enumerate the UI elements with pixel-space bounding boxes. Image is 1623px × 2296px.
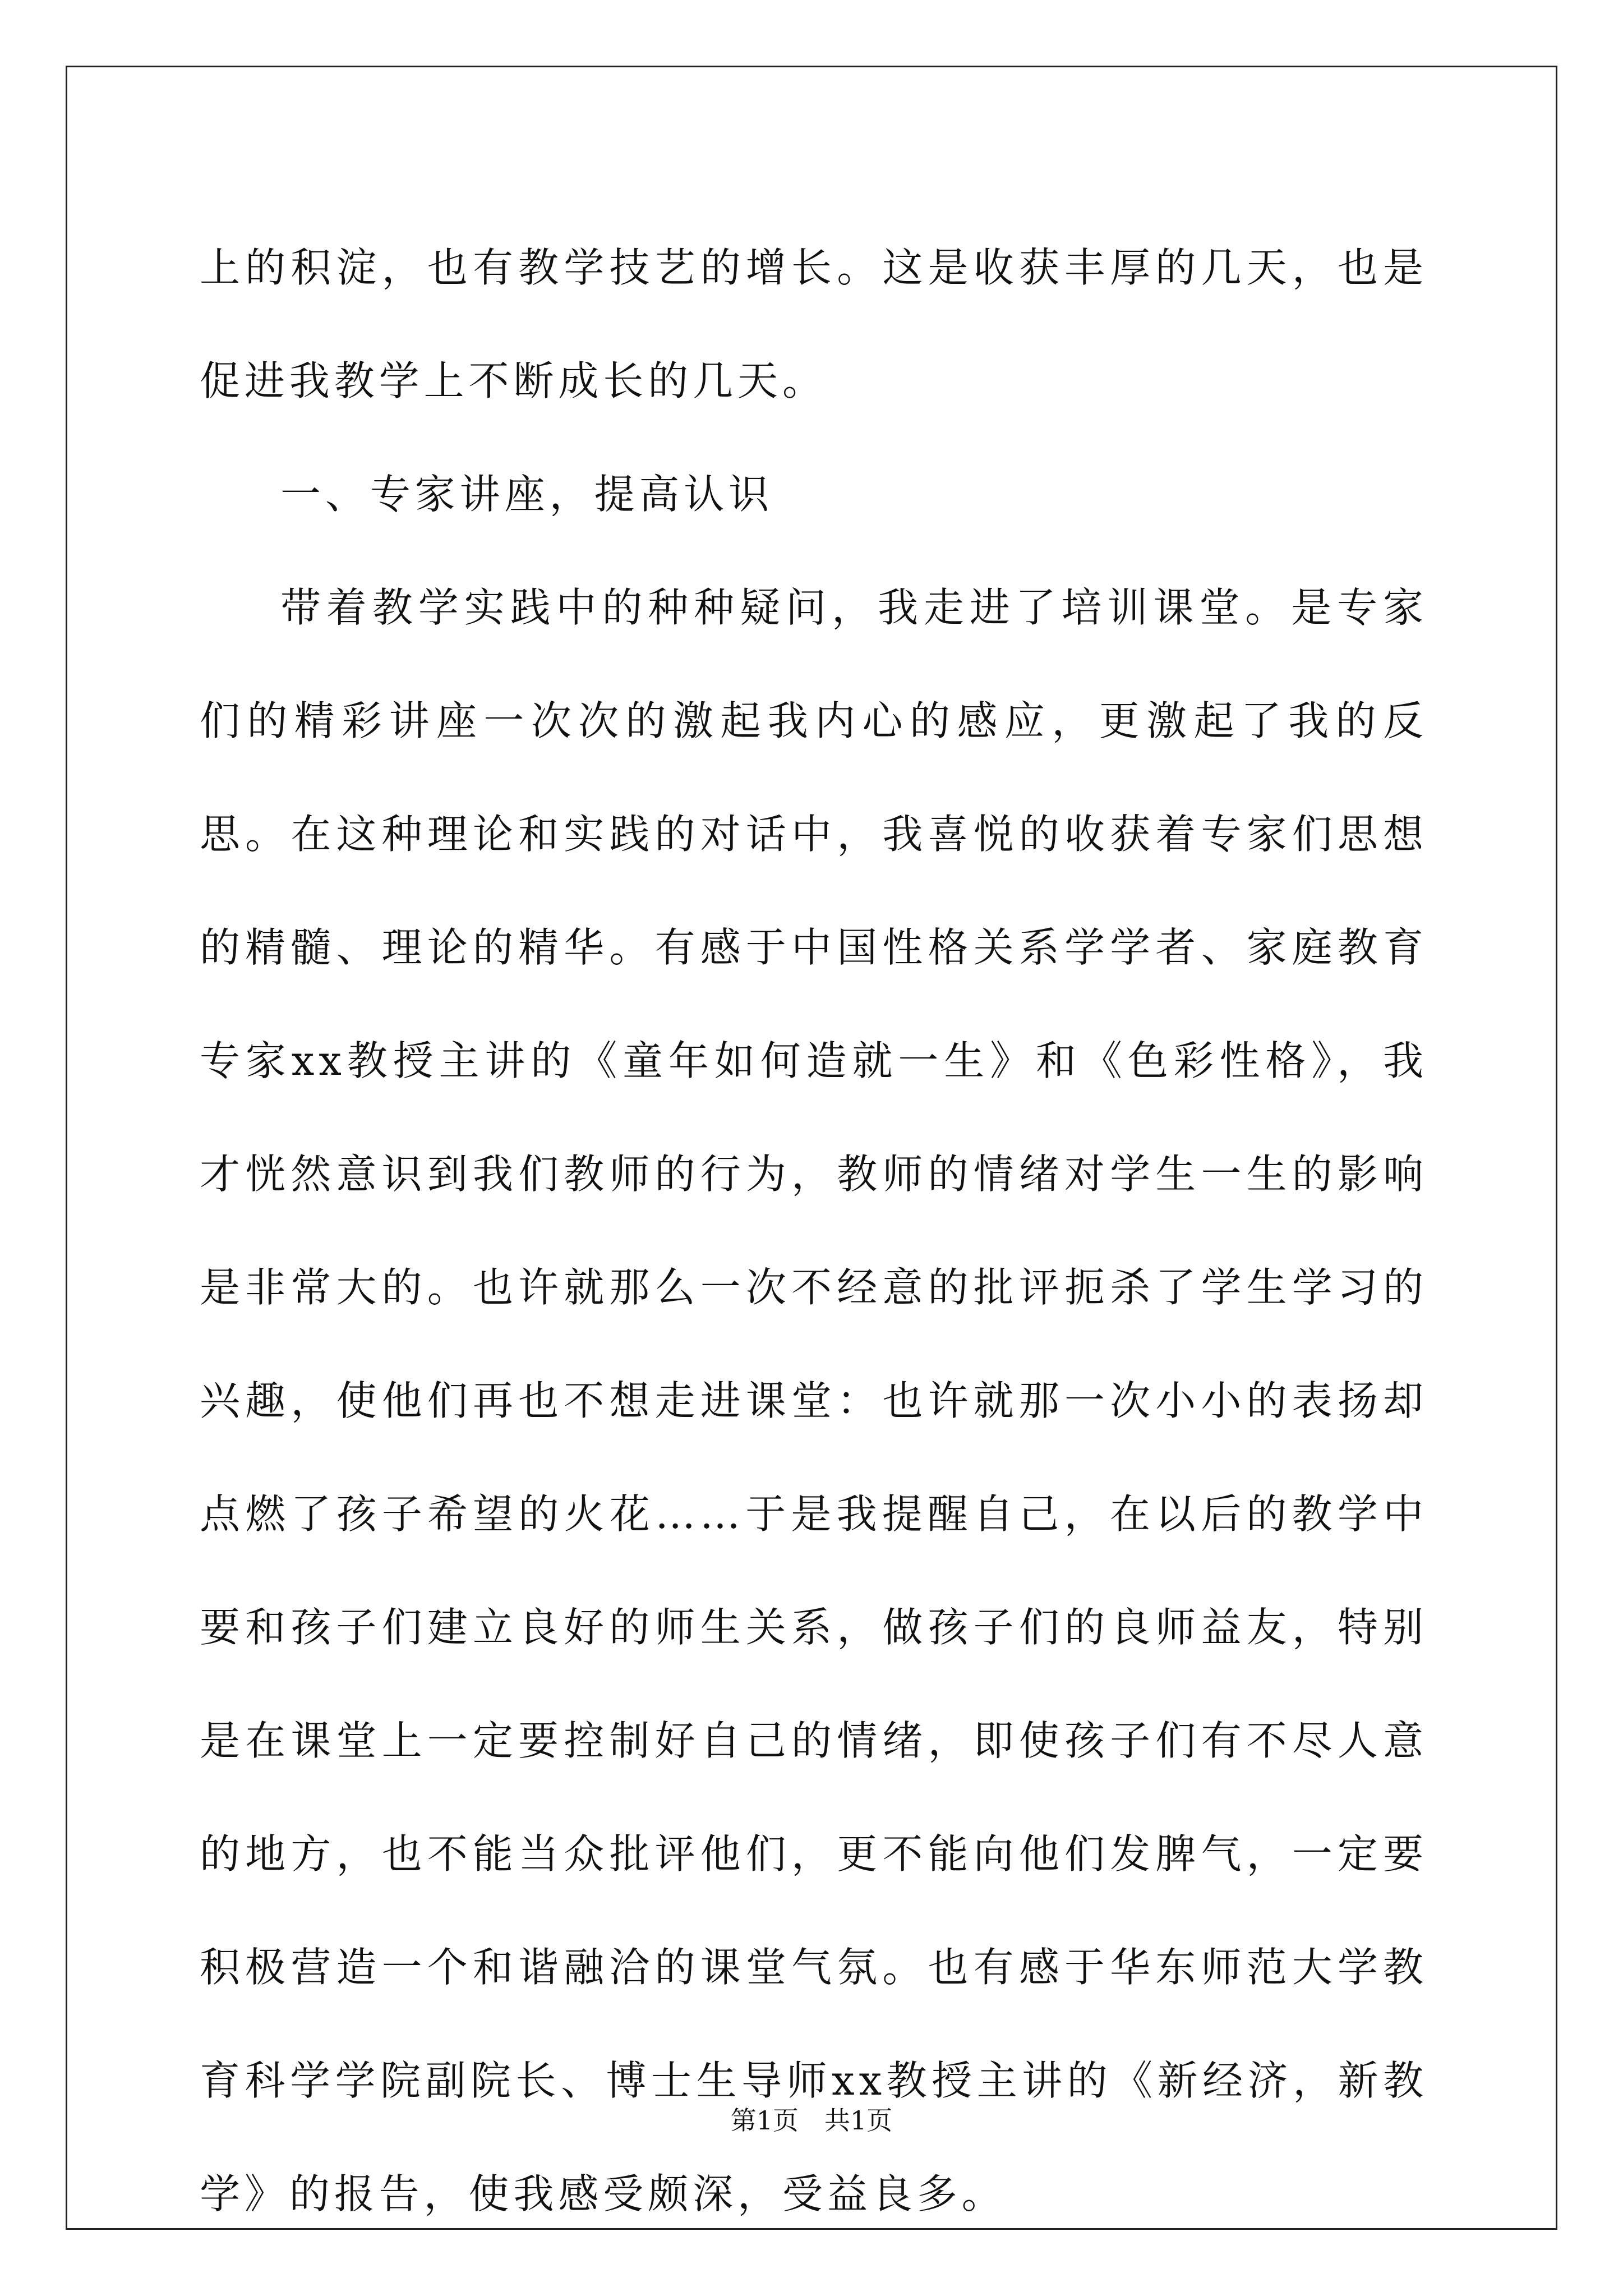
section-heading: 一、专家讲座，提高认识 xyxy=(280,471,774,518)
paragraph-2: 带着教学实践中的种种疑问，我走进了培训课堂。是专家们的精彩讲座一次次的激起我内心的感应，更激起了我的反思。在这种理论和实践的对话中，我喜悦的收获着专家们思想的精髓、理论的精华。有感于中国性格关系学学者、家庭教育专家xx教授主讲的《童年如何造就一生》和《色彩性格》，我才恍然意识到我们教师的行为，教师的情绪对学生一生的影响是非常大的。也许就那么一次不经意的批评扼杀了学生学习的兴趣，使他们再也不想走进课堂：也许就那一次小小的表扬却点燃了孩子希望的火花……于是我提醒自己，在以后的教学中要和孩子们建立良好的师生关系，做孩子们的良师益友，特别是在课堂上一定要控制好自己的情绪，即使孩子们有不尽人意的地方，也不能当众批评他们，更不能向他们发脾气，一定要积极营造一个和谐融洽的课堂气氛。也有感于华东师范大学教育科学学院副院长、博士生导师xx教授主讲的《新经济，新教学》的报告，使我感受颇深，受益良多。 xyxy=(200,584,1428,2217)
paragraph-1: 上的积淀，也有教学技艺的增长。这是收获丰厚的几天，也是促进我教学上不断成长的几天。 xyxy=(200,244,1428,404)
page-number-footer: 第1页 共1页 xyxy=(730,2105,893,2136)
document-body xyxy=(200,211,1428,2251)
